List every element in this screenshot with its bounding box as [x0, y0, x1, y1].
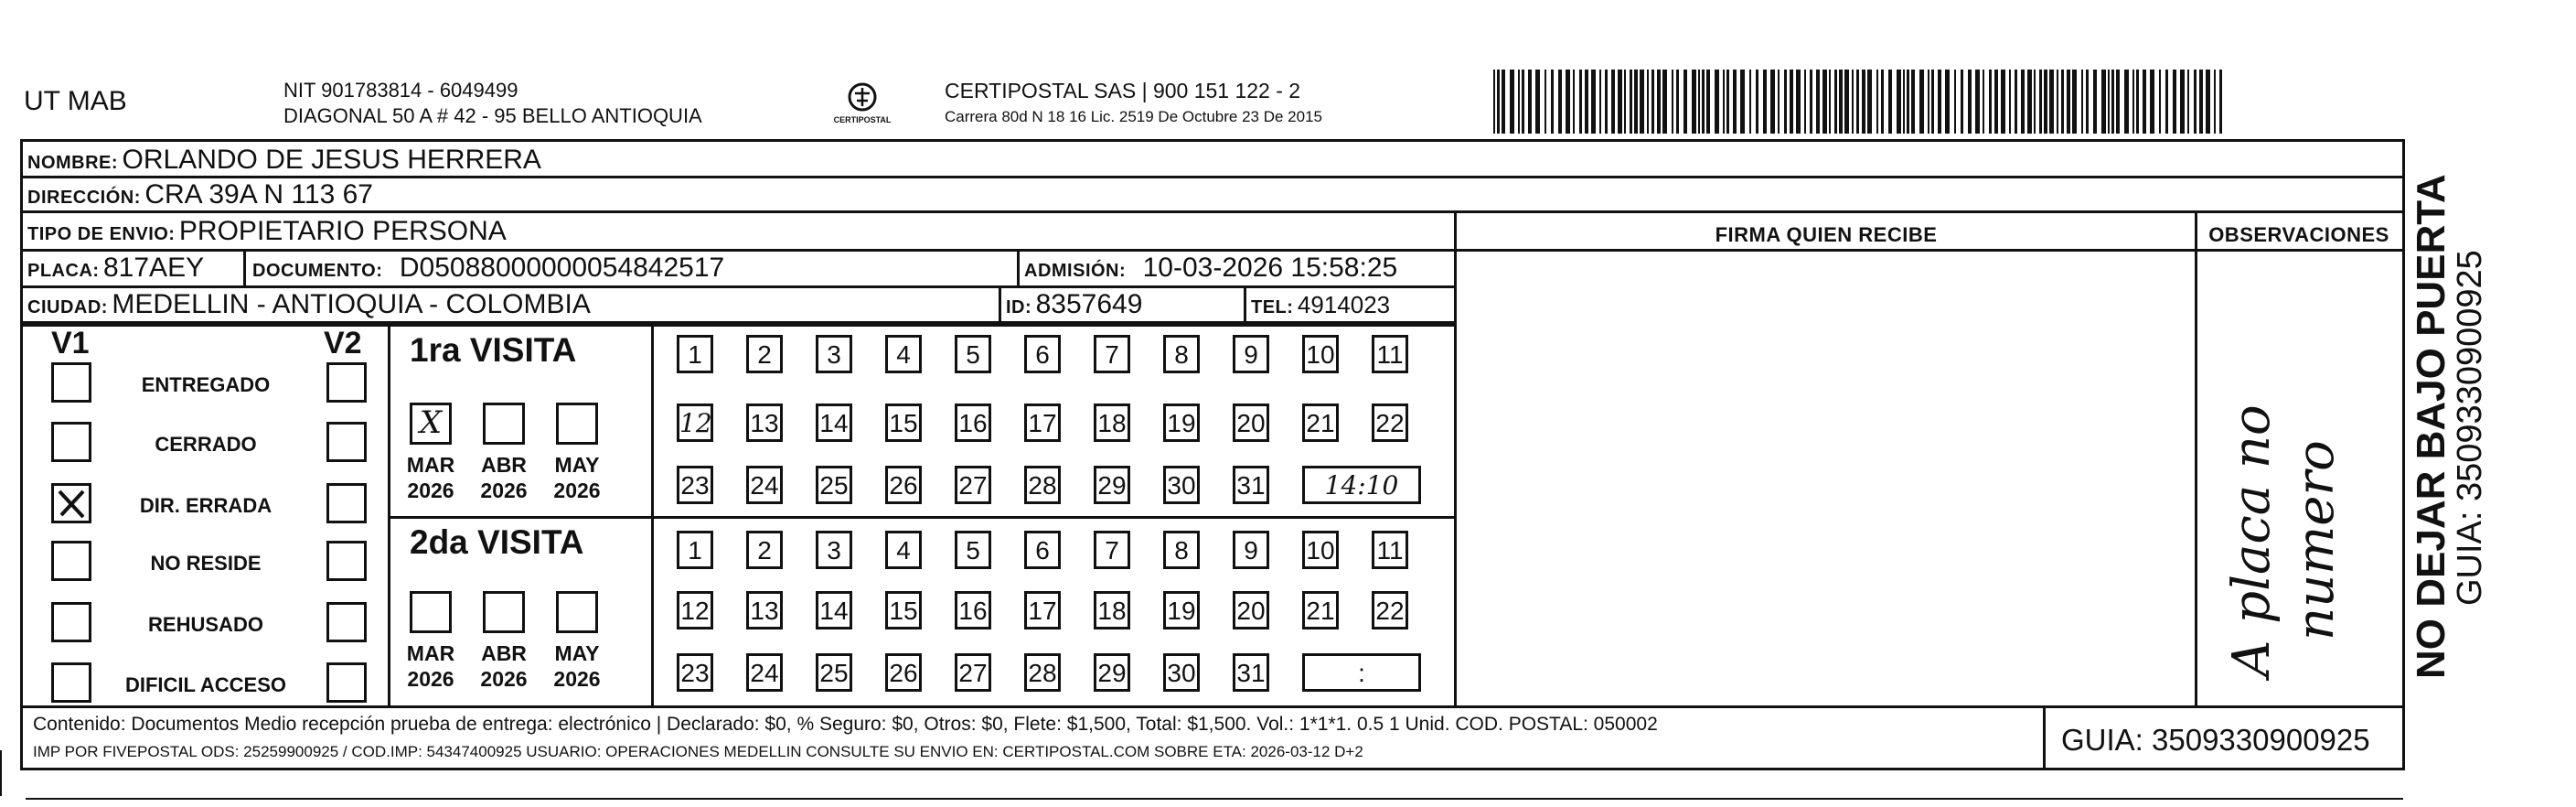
barcode-bar	[1907, 70, 1909, 134]
day-box[interactable]: 30	[1163, 466, 1200, 504]
day-box[interactable]: 2	[746, 531, 783, 569]
day-box[interactable]: 28	[1024, 653, 1061, 692]
visit-divider	[388, 516, 1456, 519]
day-box[interactable]: 5	[955, 531, 991, 569]
barcode-bar	[1876, 70, 1878, 134]
barcode-bar	[1558, 70, 1562, 134]
day-box[interactable]: 23	[677, 466, 713, 504]
barcode-bar	[2124, 70, 2129, 134]
barcode-bar	[2021, 70, 2025, 134]
barcode-bar	[2034, 70, 2036, 134]
barcode-bar	[2143, 70, 2146, 134]
barcode-bar	[1816, 70, 1820, 134]
obs-handwritten-line2: numero	[2286, 440, 2346, 640]
barcode-bar	[1599, 70, 1601, 134]
day-box[interactable]: 24	[746, 653, 783, 692]
documento-value: D05088000000054842517	[399, 253, 725, 283]
barcode-bar	[1994, 70, 1998, 134]
day-box[interactable]: 3	[816, 531, 852, 569]
footer-contenido: Contenido: Documentos Medio recepción prueba de entrega: electrónico | Declarado: $0, % Seguro: $0, Otros: $0, Flete: $1,500, Total: $1,500. Vol.: 1*1*1. 0.5 1 Unid. COD. POSTAL: 050002	[33, 714, 1658, 735]
barcode-bar	[1585, 70, 1588, 134]
day-box[interactable]: 23	[677, 653, 713, 692]
v1-checkbox[interactable]	[51, 362, 91, 403]
barcode-bar	[1723, 70, 1725, 134]
barcode-bar	[1702, 70, 1705, 134]
barcode-bar	[1522, 70, 1524, 134]
v1-header: V1	[51, 326, 90, 360]
v2-checkbox[interactable]	[326, 422, 367, 462]
frame-left-border	[20, 139, 23, 770]
month-year: 2026	[480, 479, 528, 502]
barcode-bar	[2173, 70, 2176, 134]
row-divider	[20, 324, 1456, 327]
day-box[interactable]: 25	[816, 653, 852, 692]
barcode-bar	[1624, 70, 1626, 134]
barcode-bar	[1945, 70, 1950, 134]
tel-divider	[1244, 285, 1246, 322]
months-divider	[651, 322, 654, 707]
row-divider	[20, 285, 1456, 288]
row-divider	[20, 705, 2405, 708]
month-checkbox[interactable]: X	[410, 403, 452, 445]
barcode-bar	[1852, 70, 1854, 134]
barcode-bar	[2086, 70, 2089, 134]
certipostal-address: Carrera 80d N 18 16 Lic. 2519 De Octubre 23 De 2015	[945, 108, 1322, 125]
barcode-bar	[1810, 70, 1812, 134]
status-option-label: DIR. ERRADA	[139, 494, 273, 517]
id-divider	[999, 285, 1001, 322]
footer-guia-divider	[2043, 707, 2046, 769]
day-box[interactable]: 26	[885, 466, 922, 504]
barcode-bar	[1497, 70, 1500, 134]
barcode-bar	[2199, 70, 2203, 134]
status-option-label: ENTREGADO	[141, 373, 271, 396]
month-label: MAR	[406, 453, 455, 477]
barcode-bar	[1579, 70, 1582, 134]
barcode-bar	[1954, 70, 1956, 134]
barcode-bar	[1698, 70, 1700, 134]
barcode-bar	[1662, 70, 1667, 134]
direccion-value: CRA 39A N 113 67	[144, 179, 373, 210]
status-option-label: CERRADO	[155, 433, 257, 456]
day-box[interactable]: 21	[1302, 591, 1339, 629]
barcode-bar	[1611, 70, 1615, 134]
admision-divider	[1017, 249, 1020, 285]
day-box[interactable]: 22	[1372, 591, 1408, 629]
barcode-bar	[1683, 70, 1687, 134]
page-bottom-line	[26, 798, 2403, 800]
frame-right-border	[2402, 139, 2405, 770]
barcode-bar	[1822, 70, 1827, 134]
barcode-bar	[1618, 70, 1622, 134]
day-box[interactable]: 13	[746, 591, 783, 629]
month-checkbox[interactable]	[483, 591, 525, 633]
barcode-bar	[2027, 70, 2032, 134]
direccion-label: DIRECCIÓN:	[27, 188, 141, 208]
day-box[interactable]: 10	[1302, 335, 1339, 373]
barcode-bar	[1733, 70, 1737, 134]
month-checkbox[interactable]	[483, 403, 525, 445]
frame-top-border	[20, 139, 2405, 142]
row-divider	[20, 249, 2405, 252]
company-nit: NIT 901783814 - 6049499	[283, 79, 518, 102]
day-box[interactable]: 7	[1094, 531, 1130, 569]
barcode-bar	[1640, 70, 1644, 134]
barcode-bar	[1829, 70, 1831, 134]
v2-header: V2	[324, 326, 362, 360]
tel-value: 4914023	[1297, 291, 1391, 318]
barcode-bar	[1651, 70, 1654, 134]
day-box[interactable]: 17	[1024, 404, 1061, 442]
barcode-bar	[1839, 70, 1843, 134]
company-name: UT MAB	[24, 86, 127, 116]
placa-value: 817AEY	[103, 253, 205, 283]
day-box[interactable]: 13	[746, 404, 783, 442]
barcode-bar	[2214, 70, 2216, 134]
day-box[interactable]: 18	[1094, 591, 1130, 629]
barcode-bar	[1493, 70, 1495, 134]
barcode-bar	[1535, 70, 1540, 134]
barcode-bar	[2116, 70, 2120, 134]
placa-divider	[243, 249, 246, 285]
barcode-bar	[1938, 70, 1941, 134]
barcode-bar	[1749, 70, 1751, 134]
status-option-label: DIFICIL ACCESO	[124, 673, 286, 696]
day-box[interactable]: 14	[816, 404, 852, 442]
documento-label: DOCUMENTO:	[252, 261, 383, 281]
day-box[interactable]: 22	[1372, 404, 1408, 442]
admision-value: 10-03-2026 15:58:25	[1142, 253, 1398, 283]
v1-checkbox[interactable]	[51, 483, 91, 523]
barcode-bar	[1657, 70, 1661, 134]
row-divider	[20, 210, 2405, 213]
barcode-bar	[2072, 70, 2077, 134]
time-box: :	[1302, 653, 1421, 692]
day-box[interactable]: 14	[816, 591, 852, 629]
day-box[interactable]: 25	[816, 466, 852, 504]
side-guia: GUIA: 3509330900925	[2451, 250, 2489, 606]
barcode-bar	[2049, 70, 2054, 134]
barcode-bar	[1763, 70, 1767, 134]
footer-guia: GUIA: 3509330900925	[2061, 723, 2370, 757]
barcode-bar	[1961, 70, 1963, 134]
barcode-bar	[1605, 70, 1608, 134]
barcode-bar	[1518, 70, 1520, 134]
id-value: 8357649	[1035, 289, 1143, 319]
firma-label: FIRMA QUIEN RECIBE	[1715, 223, 1938, 246]
barcode-bar	[1545, 70, 1546, 134]
day-box[interactable]: 16	[955, 404, 991, 442]
barcode-bar	[1634, 70, 1638, 134]
v1-checkbox[interactable]	[51, 422, 91, 462]
barcode-bar	[2159, 70, 2161, 134]
v2-checkbox[interactable]	[326, 483, 367, 523]
id-label: ID:	[1006, 297, 1032, 317]
ciudad-label: CIUDAD:	[27, 297, 108, 317]
barcode-bar	[2108, 70, 2110, 134]
day-box[interactable]: 27	[955, 466, 991, 504]
barcode-bar	[2136, 70, 2139, 134]
v1-checkbox[interactable]	[51, 541, 91, 581]
day-box[interactable]: 3	[816, 335, 852, 373]
barcode-bar	[2111, 70, 2114, 134]
barcode-bar	[2101, 70, 2106, 134]
day-box[interactable]: 10	[1302, 531, 1339, 569]
barcode-bar	[2093, 70, 2097, 134]
month-checkbox[interactable]	[410, 591, 452, 633]
day-box[interactable]: 4	[885, 335, 922, 373]
barcode-bar	[1856, 70, 1859, 134]
time-box: 14:10	[1302, 466, 1421, 504]
barcode-bar	[1784, 70, 1787, 134]
barcode-bar	[1566, 70, 1570, 134]
barcode-bar	[2067, 70, 2070, 134]
barcode-bar	[1551, 70, 1554, 134]
barcode-bar	[1756, 70, 1758, 134]
barcode-bar	[2219, 70, 2222, 134]
day-box[interactable]: 29	[1094, 653, 1130, 692]
barcode-bar	[1672, 70, 1673, 134]
month-label: MAY	[554, 641, 600, 665]
admision-label: ADMISIÓN:	[1024, 261, 1127, 281]
day-box[interactable]: 20	[1233, 404, 1269, 442]
day-box[interactable]: 9	[1233, 335, 1269, 373]
barcode-bar	[1796, 70, 1801, 134]
day-box[interactable]: 1	[677, 335, 713, 373]
barcode-bar	[2061, 70, 2064, 134]
tel-label: TEL:	[1251, 297, 1294, 317]
barcode-bar	[2150, 70, 2154, 134]
barcode-bar	[1919, 70, 1924, 134]
checkmark-x-icon	[54, 486, 89, 521]
barcode-bar	[1692, 70, 1696, 134]
frame-bottom-border	[20, 768, 2405, 770]
barcode-bar	[1897, 70, 1901, 134]
barcode-bar	[1630, 70, 1632, 134]
certipostal-logo-text: CERTIPOSTAL	[833, 115, 892, 124]
day-box[interactable]: 6	[1024, 335, 1061, 373]
obs-left-border	[2195, 210, 2197, 707]
day-box[interactable]: 1	[677, 531, 713, 569]
barcode-bar	[2081, 70, 2083, 134]
day-box[interactable]: 16	[955, 591, 991, 629]
row-divider	[20, 176, 2405, 178]
barcode-bar	[2187, 70, 2189, 134]
day-box[interactable]: 26	[885, 653, 922, 692]
v2-checkbox[interactable]	[326, 362, 367, 403]
month-label: ABR	[481, 453, 527, 477]
barcode-bar	[1931, 70, 1934, 134]
page-left-edge	[0, 750, 2, 796]
barcode-bar	[2206, 70, 2210, 134]
barcode-bar	[1888, 70, 1892, 134]
barcode-bar	[1911, 70, 1915, 134]
status-option-label: REHUSADO	[148, 613, 263, 636]
day-box[interactable]: 19	[1163, 591, 1200, 629]
side-warning: NO DEJAR BAJO PUERTA	[2409, 174, 2453, 679]
barcode-bar	[1591, 70, 1596, 134]
day-box[interactable]: 8	[1163, 531, 1200, 569]
barcode-bar	[1740, 70, 1745, 134]
day-box[interactable]: 12	[677, 404, 713, 442]
barcode-bar	[2044, 70, 2047, 134]
month-year: 2026	[480, 667, 528, 691]
v1-checkbox[interactable]	[51, 662, 91, 703]
barcode-bar	[1706, 70, 1710, 134]
month-checkbox[interactable]	[556, 403, 598, 445]
barcode-bar	[1989, 70, 1992, 134]
barcode-bar	[2001, 70, 2005, 134]
barcode-bar	[1834, 70, 1837, 134]
status-option-label: NO RESIDE	[150, 552, 262, 575]
barcode-bar	[1867, 70, 1872, 134]
day-box[interactable]: 4	[885, 531, 922, 569]
day-box[interactable]: 29	[1094, 466, 1130, 504]
observaciones-label: OBSERVACIONES	[2208, 223, 2389, 246]
firma-left-border	[1454, 210, 1457, 707]
day-box[interactable]: 24	[746, 466, 783, 504]
barcode-bar	[1770, 70, 1775, 134]
nombre-value: ORLANDO DE JESUS HERRERA	[122, 145, 541, 175]
barcode-bar	[1715, 70, 1719, 134]
day-box[interactable]: 2	[746, 335, 783, 373]
v2-checkbox[interactable]	[326, 602, 367, 642]
barcode-bar	[2009, 70, 2011, 134]
barcode-bar	[2165, 70, 2168, 134]
barcode-bar	[1778, 70, 1780, 134]
barcode-bar	[1862, 70, 1865, 134]
barcode-bar	[1903, 70, 1905, 134]
second-visit-title: 2da VISITA	[410, 523, 584, 561]
tipo-envio-label: TIPO DE ENVIO:	[27, 224, 176, 244]
obs-header-divider	[2196, 249, 2402, 252]
barcode-bar	[2057, 70, 2058, 134]
certipostal-name: CERTIPOSTAL SAS | 900 151 122 - 2	[945, 79, 1301, 102]
month-year: 2026	[407, 667, 454, 691]
barcode-bar	[1726, 70, 1729, 134]
day-box[interactable]: 15	[885, 591, 922, 629]
barcode-bar	[1844, 70, 1849, 134]
day-box[interactable]: 15	[885, 404, 922, 442]
barcode-bar	[1790, 70, 1793, 134]
month-year: 2026	[407, 479, 454, 502]
day-box[interactable]: 18	[1094, 404, 1130, 442]
month-label: MAR	[406, 641, 455, 665]
day-box[interactable]: 11	[1372, 531, 1408, 569]
day-box[interactable]: 27	[955, 653, 991, 692]
day-box[interactable]: 19	[1163, 404, 1200, 442]
barcode-bar	[1502, 70, 1505, 134]
day-box[interactable]: 28	[1024, 466, 1061, 504]
footer-imp: IMP POR FIVEPOSTAL ODS: 25259900925 / COD.IMP: 54347400925 USUARIO: OPERACIONES MEDELLIN CONSULTE SU ENVIO EN: CERTIPOSTAL.COM SOBRE ETA: 2026-03-12 D+2	[33, 743, 1363, 760]
barcode-bar	[1975, 70, 1980, 134]
day-box[interactable]: 8	[1163, 335, 1200, 373]
month-year: 2026	[553, 667, 601, 691]
barcode-bar	[1573, 70, 1575, 134]
day-box[interactable]: 21	[1302, 404, 1339, 442]
month-year: 2026	[553, 479, 601, 502]
barcode-bar	[1528, 70, 1532, 134]
barcode-bar	[2015, 70, 2017, 134]
barcode-bar	[1510, 70, 1514, 134]
day-box[interactable]: 17	[1024, 591, 1061, 629]
day-box[interactable]: 11	[1372, 335, 1408, 373]
ciudad-value: MEDELLIN - ANTIOQUIA - COLOMBIA	[112, 289, 591, 319]
first-visit-title: 1ra VISITA	[410, 331, 577, 369]
company-address: DIAGONAL 50 A # 42 - 95 BELLO ANTIOQUIA	[283, 104, 702, 127]
certipostal-logo	[828, 79, 897, 132]
tipo-envio-value: PROPIETARIO PERSONA	[178, 216, 507, 246]
day-box[interactable]: 20	[1233, 591, 1269, 629]
barcode-bar	[1804, 70, 1806, 134]
placa-label: PLACA:	[27, 261, 100, 281]
barcode-bar	[1881, 70, 1884, 134]
day-box[interactable]: 30	[1163, 653, 1200, 692]
day-box[interactable]: 6	[1024, 531, 1061, 569]
barcode-bar	[1983, 70, 1984, 134]
barcode-bar	[2039, 70, 2042, 134]
status-divider	[388, 322, 390, 707]
v2-checkbox[interactable]	[326, 662, 367, 703]
v1-checkbox[interactable]	[51, 602, 91, 642]
barcode-bar	[2180, 70, 2185, 134]
barcode	[1493, 70, 2223, 134]
nombre-label: NOMBRE:	[27, 153, 119, 173]
barcode-bar	[1647, 70, 1649, 134]
day-box[interactable]: 12	[677, 591, 713, 629]
day-box[interactable]: 31	[1233, 466, 1269, 504]
month-label: MAY	[554, 453, 600, 477]
month-checkbox[interactable]	[556, 591, 598, 633]
day-box[interactable]: 7	[1094, 335, 1130, 373]
barcode-bar	[1928, 70, 1929, 134]
day-box[interactable]: 9	[1233, 531, 1269, 569]
day-box[interactable]: 5	[955, 335, 991, 373]
obs-handwritten-line1: A placa no	[2222, 404, 2282, 677]
v2-checkbox[interactable]	[326, 541, 367, 581]
barcode-bar	[2194, 70, 2197, 134]
barcode-bar	[1676, 70, 1679, 134]
day-box[interactable]: 31	[1233, 653, 1269, 692]
barcode-bar	[1968, 70, 1972, 134]
month-label: ABR	[481, 641, 527, 665]
barcode-bar	[2132, 70, 2134, 134]
